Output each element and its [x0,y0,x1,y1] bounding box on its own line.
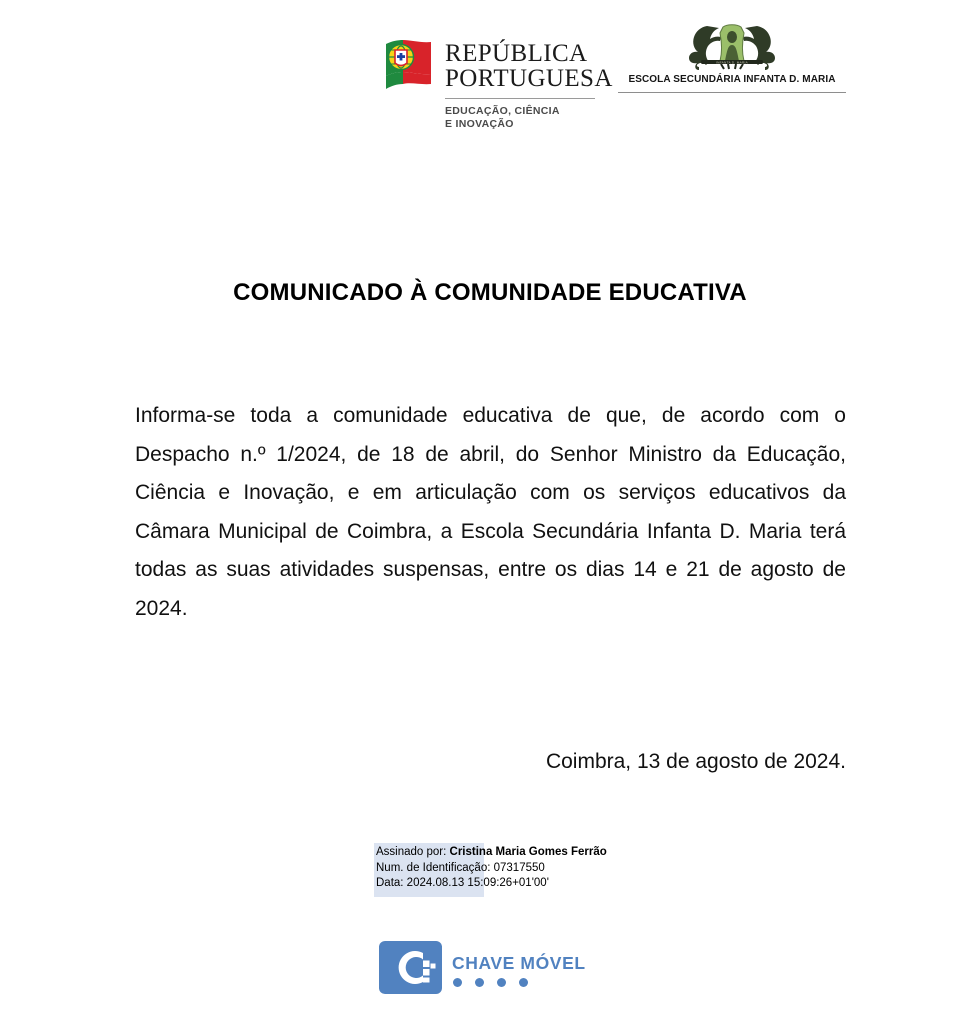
chave-movel-key-icon [379,941,442,994]
document-body [135,397,846,628]
portugal-flag-emblem-icon [381,38,437,100]
chave-movel-dot [475,978,484,987]
chave-movel-dots [452,978,586,987]
school-lockup [618,20,846,93]
republica-subtitle-line2: E INOVAÇÃO [445,118,514,130]
chave-movel-logo [379,941,586,994]
republica-title-line1: REPÚBLICA [445,40,588,67]
school-divider [618,92,846,93]
republica-title-line2: PORTUGUESA [445,65,613,92]
signer-name: Cristina Maria Gomes Ferrão [449,846,607,858]
school-name-label: ESCOLA SECUNDÁRIA INFANTA D. MARIA [628,74,836,85]
republica-portuguesa-lockup [381,38,613,131]
school-crest-dragons-icon [671,20,793,70]
signed-by-label: Assinado por: [376,846,447,858]
chave-movel-dot [519,978,528,987]
signature-date-line: Data: 2024.08.13 15:09:26+01'00' [376,877,549,889]
chave-movel-dot [453,978,462,987]
digital-signature-block [376,845,607,892]
republica-subtitle-line1: EDUCAÇÃO, CIÊNCIA [445,105,560,117]
signature-id-line: Num. de Identificação: 07317550 [376,861,545,874]
svg-text:INFANTA D. MARIA: INFANTA D. MARIA [715,60,749,65]
signature-signer-line [376,845,607,861]
chave-movel-wordmark: CHAVE MÓVEL [452,952,586,973]
chave-movel-dot [497,978,506,987]
document-header [0,0,980,165]
place-and-date: Coimbra, 13 de agosto de 2024. [545,750,846,773]
page-title: COMUNICADO À COMUNIDADE EDUCATIVA [233,279,747,306]
republica-divider [445,98,595,99]
body-paragraph: Informa-se toda a comunidade educativa de que, de acordo com o Despacho n.º 1/2024, de 18 de abril, do Senhor Ministro da Educação, Ciência e Inovação, e em articulação com os serviços educativos da Câmara Municipal de Coimbra, a Escola Secundária Infanta D. Maria terá todas as suas atividades suspensas, entre os dias 14 e 21 de agosto de 2024. [135,404,846,620]
